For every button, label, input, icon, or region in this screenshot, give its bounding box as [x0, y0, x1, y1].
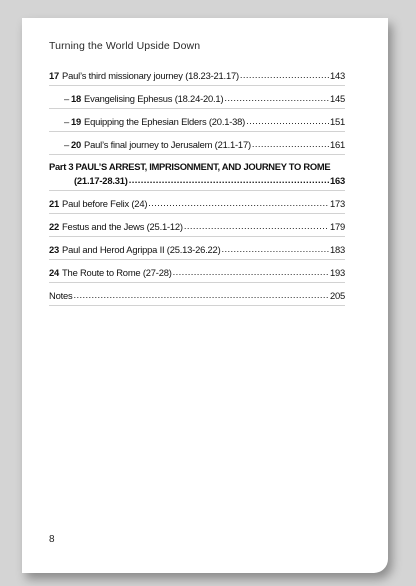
- book-page: [22, 18, 388, 573]
- toc-entry[interactable]: [49, 237, 345, 260]
- dot-leader: [222, 243, 329, 253]
- toc-entry[interactable]: [49, 86, 345, 109]
- toc-entry-title: The Route to Rome (27-28): [62, 267, 172, 278]
- toc-entry-title: Paul’s final journey to Jerusalem (21.1-17): [84, 139, 251, 150]
- dot-leader: [173, 266, 329, 276]
- toc-entry-title: Festus and the Jews (25.1-12): [62, 221, 183, 232]
- page-number: 8: [49, 534, 55, 545]
- toc-entry-page: 205: [329, 290, 345, 301]
- toc-entry-notes[interactable]: [49, 283, 345, 306]
- toc-entry[interactable]: [49, 214, 345, 237]
- toc-entry-title: Paul and Herod Agrippa II (25.13-26.22): [62, 244, 221, 255]
- toc-entry-page: 193: [329, 267, 345, 278]
- dot-leader: [74, 289, 329, 299]
- toc-entry-page: 151: [329, 116, 345, 127]
- toc-entry-title: Equipping the Ephesian Elders (20.1-38): [84, 116, 246, 127]
- toc-entry[interactable]: [49, 191, 345, 214]
- toc-entry-number: 18: [71, 93, 82, 104]
- toc-entry-dash: –: [64, 93, 70, 104]
- toc-entry[interactable]: [49, 132, 345, 155]
- toc-entry-title: Notes: [49, 290, 73, 301]
- toc-entry-page: 183: [329, 244, 345, 255]
- toc-entry[interactable]: [49, 260, 345, 283]
- dot-leader: [129, 174, 329, 184]
- part-heading-range: (21.17-28.31): [74, 175, 128, 186]
- toc-entry[interactable]: [49, 109, 345, 132]
- toc-entry-dash: –: [64, 116, 70, 127]
- toc-entry-dash: –: [64, 139, 70, 150]
- toc-part-heading[interactable]: [49, 155, 345, 191]
- running-head: Turning the World Upside Down: [49, 40, 201, 52]
- toc-entry-number: 22: [49, 221, 60, 232]
- table-of-contents: [49, 63, 345, 306]
- dot-leader: [240, 69, 329, 79]
- toc-entry-number: 17: [49, 70, 60, 81]
- toc-entry-page: 173: [329, 198, 345, 209]
- toc-entry[interactable]: [49, 63, 345, 86]
- toc-entry-title: Evangelising Ephesus (18.24-20.1): [84, 93, 224, 104]
- dot-leader: [246, 115, 329, 125]
- toc-entry-number: 23: [49, 244, 60, 255]
- toc-entry-page: 179: [329, 221, 345, 232]
- dot-leader: [224, 92, 329, 102]
- toc-entry-title: Paul’s third missionary journey (18.23-21.17): [62, 70, 239, 81]
- dot-leader: [252, 138, 329, 148]
- toc-entry-page: 161: [329, 139, 345, 150]
- part-heading-page: 163: [329, 175, 345, 186]
- toc-entry-page: 145: [329, 93, 345, 104]
- dot-leader: [184, 220, 329, 230]
- toc-entry-number: 24: [49, 267, 60, 278]
- toc-entry-title: Paul before Felix (24): [62, 198, 148, 209]
- toc-entry-number: 20: [71, 139, 82, 150]
- part-heading-title: Part 3 PAUL’S ARREST, IMPRISONMENT, AND JOURNEY TO ROME: [49, 161, 331, 172]
- toc-entry-page: 143: [329, 70, 345, 81]
- toc-entry-number: 19: [71, 116, 82, 127]
- toc-entry-number: 21: [49, 198, 60, 209]
- dot-leader: [148, 197, 329, 207]
